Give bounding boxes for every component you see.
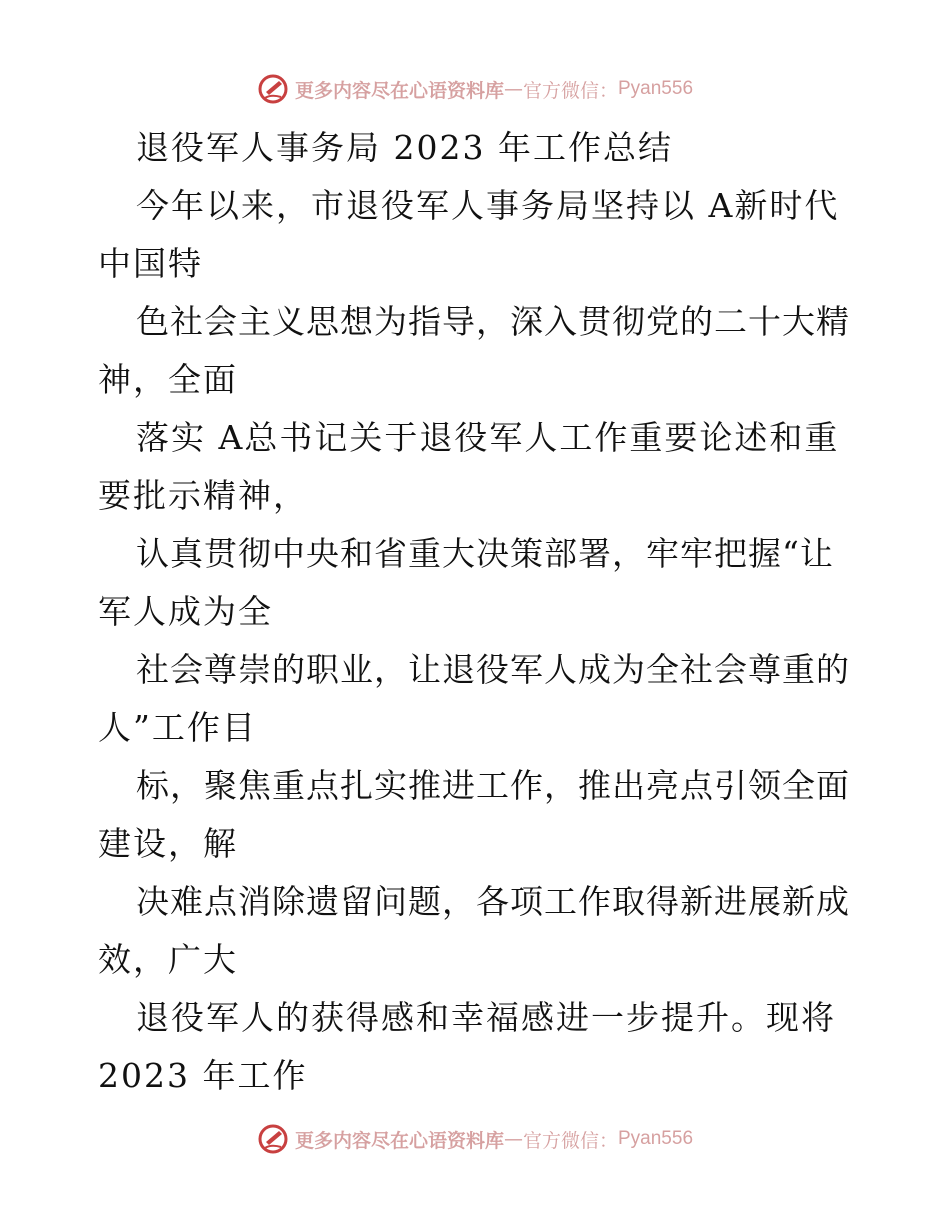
watermark-header [0, 72, 950, 106]
text-line: 军人成为全 [98, 592, 273, 631]
text-line: 社会尊崇的职业，让退役军人成为全社会尊重的 [136, 650, 850, 689]
text-line: 标，聚焦重点扎实推进工作，推出亮点引领全面 [136, 766, 850, 805]
text-line: 2023 年工作 [98, 1056, 308, 1095]
watermark-wechat: 官方微信： [522, 1129, 618, 1152]
pen-logo-icon [257, 72, 291, 106]
text-line: 色社会主义思想为指导，深入贯彻党的二十大精 [136, 302, 850, 341]
watermark-main: 更多内容尽在心语资料库 [294, 1129, 504, 1152]
text-line: 认真贯彻中央和省重大决策部署，牢牢把握“让 [136, 534, 834, 573]
text-line: 退役军人的获得感和幸福感进一步提升。现将 [136, 998, 836, 1037]
text-line: 今年以来，市退役军人事务局坚持以 A新时代 [136, 186, 840, 225]
text-line: 神，全面 [98, 360, 238, 399]
watermark-dash: — [503, 1128, 523, 1150]
text-line: 效，广大 [98, 940, 238, 979]
text-line: 落实 A总书记关于退役军人工作重要论述和重 [136, 418, 840, 457]
watermark-footer [0, 1122, 950, 1156]
watermark-main: 更多内容尽在心语资料库 [294, 79, 504, 102]
text-line: 建设，解 [98, 824, 238, 863]
text-line: 要批示精神， [98, 476, 308, 515]
watermark-wechat: 官方微信： [522, 79, 618, 102]
watermark-dash: — [503, 78, 523, 100]
document-body [98, 124, 858, 1110]
watermark-id: Pyan556 [618, 1128, 694, 1149]
pen-logo-icon [257, 1122, 291, 1156]
text-line: 中国特 [98, 244, 203, 283]
document-title: 退役军人事务局 2023 年工作总结 [136, 128, 673, 167]
text-line: 人”工作目 [98, 708, 257, 747]
text-line: 决难点消除遗留问题，各项工作取得新进展新成 [136, 882, 850, 921]
watermark-id: Pyan556 [618, 78, 694, 99]
